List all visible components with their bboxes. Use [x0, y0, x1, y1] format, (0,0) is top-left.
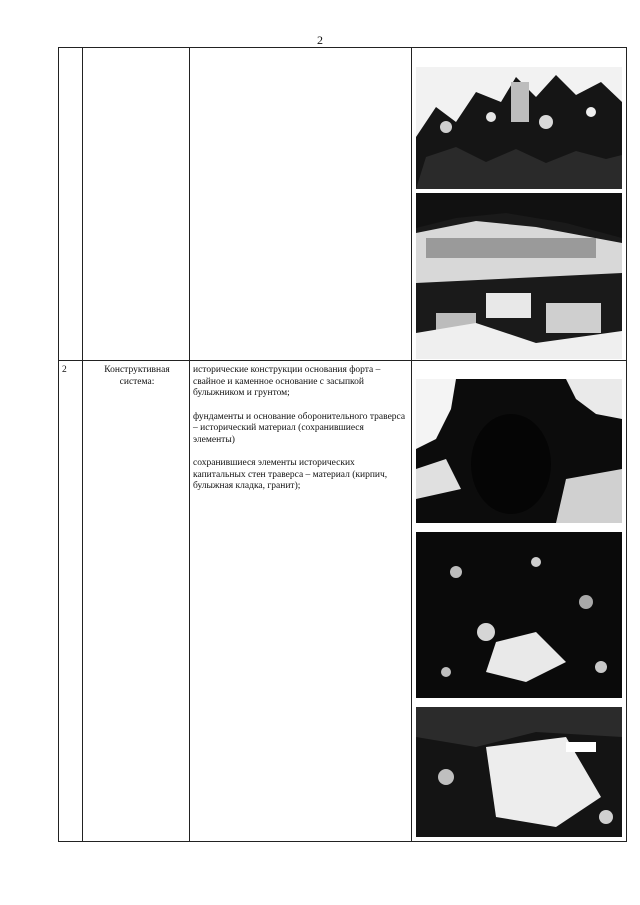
photo-fort-ruins-trees — [416, 67, 622, 189]
description-paragraph: сохранившиеся элементы исторических капитальных стен траверса – материал (кирпич, булыжная кладка, гранит); — [193, 458, 388, 491]
description-paragraph: фундаменты и основание оборонительного траверса – исторический материал (сохранившиеся элементы) — [193, 411, 406, 445]
row-divider — [58, 360, 627, 361]
table-right-border — [626, 47, 627, 842]
photo-traverse-wall-3 — [416, 707, 622, 837]
table-top-border — [58, 47, 627, 48]
table-bottom-border — [58, 841, 627, 842]
description-cell — [193, 365, 407, 505]
column-divider-1 — [82, 47, 83, 842]
photo-fort-stone-blocks — [416, 193, 622, 359]
photo-traverse-wall-1 — [416, 379, 622, 523]
column-divider-3 — [411, 47, 412, 842]
description-paragraph: исторические конструкции основания форта – свайное и каменное основание с засыпкой булыжником и грунтом; — [193, 365, 381, 398]
page-number: 2 — [317, 33, 323, 47]
characteristic-label: Конструктивная система: — [104, 365, 170, 387]
table-left-border — [58, 47, 59, 842]
column-divider-2 — [189, 47, 190, 842]
document-table — [58, 47, 627, 842]
row-number: 2 — [62, 365, 67, 375]
photo-traverse-wall-2 — [416, 532, 622, 698]
